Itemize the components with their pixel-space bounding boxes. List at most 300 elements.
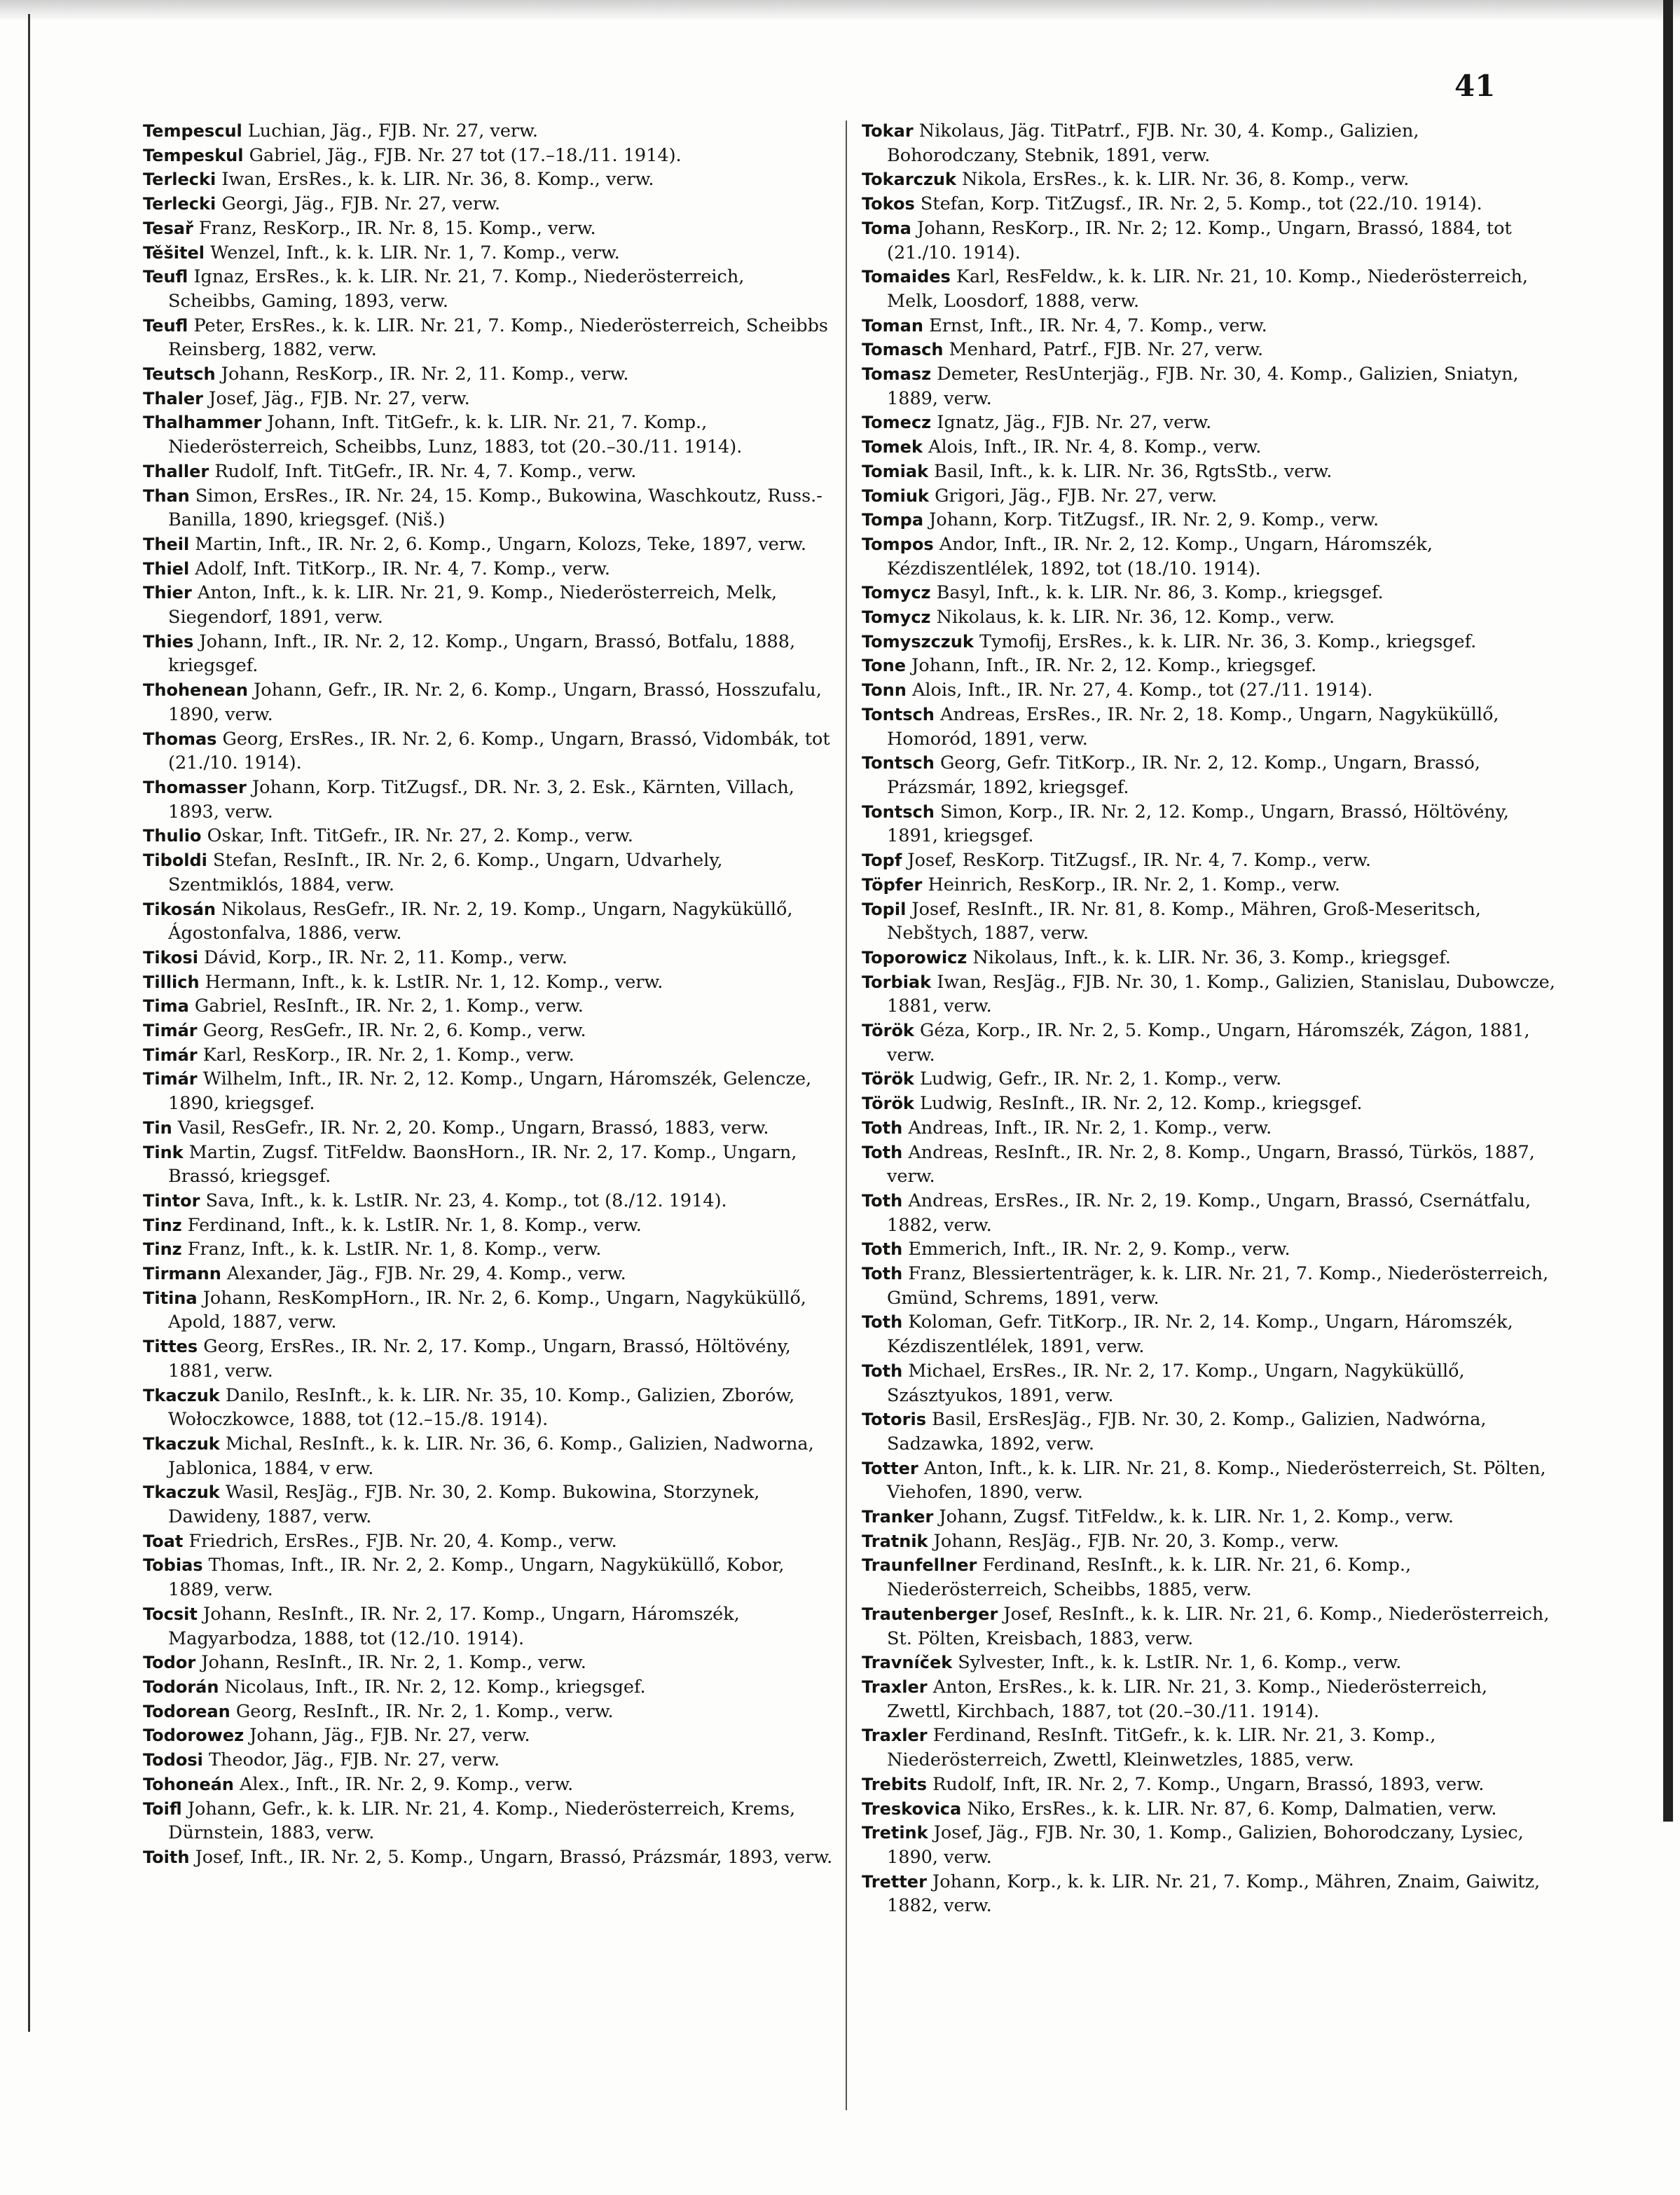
entry-surname: Tontsch (862, 753, 935, 773)
entry-details: Martin, Zugsf. TitFeldw. BaonsHorn., IR. Nr. 2, 17. Komp., Ungarn, Brassó, kriegsgef. (168, 1141, 797, 1188)
entry-surname: Tikosi (143, 947, 198, 968)
entry-details: Ferdinand, ResInft. TitGefr., k. k. LIR. Nr. 21, 3. Komp., Niederösterreich, Zwettl, Kleinwetzles, 1885, verw. (887, 1725, 1436, 1771)
entry-details: Ferdinand, ResInft., k. k. LIR. Nr. 21, 6. Komp., Niederösterreich, Scheibbs, 1885, verw. (887, 1555, 1412, 1601)
entry-details: Anton, Inft., k. k. LIR. Nr. 21, 9. Komp., Niederösterreich, Melk, Siegendorf, 1891, verw. (168, 582, 778, 628)
register-entry (143, 1286, 836, 1335)
register-entry (862, 654, 1555, 678)
register-entry (143, 484, 836, 532)
register-entry (143, 1213, 836, 1238)
entry-surname: Teutsch (143, 364, 216, 385)
entry-surname: Tikosán (143, 899, 216, 919)
entry-surname: Tinz (143, 1215, 182, 1235)
entry-details: Michael, ErsRes., IR. Nr. 2, 17. Komp., Ungarn, Nagyküküllő, Szásztyukos, 1891, verw. (887, 1360, 1465, 1406)
entry-details: Nikola, ErsRes., k. k. LIR. Nr. 36, 8. Komp., verw. (962, 169, 1410, 191)
entry-details: Andreas, ResInft., IR. Nr. 2, 8. Komp., Ungarn, Brassó, Türkös, 1887, verw. (887, 1141, 1535, 1188)
entry-details: Martin, Inft., IR. Nr. 2, 6. Komp., Ungarn, Kolozs, Teke, 1897, verw. (195, 533, 806, 555)
entry-surname: Tomyszczuk (862, 631, 974, 652)
entry-surname: Toma (862, 218, 911, 238)
entry-details: Iwan, ErsRes., k. k. LIR. Nr. 36, 8. Komp., verw. (221, 169, 654, 191)
entry-details: Simon, ErsRes., IR. Nr. 24, 15. Komp., Bukowina, Waschkoutz, Russ.-Banilla, 1890, kriegsgef. (Niš.) (168, 485, 822, 531)
entry-details: Peter, ErsRes., k. k. LIR. Nr. 21, 7. Komp., Niederösterreich, Scheibbs Reinsberg, 1882, verw. (168, 315, 829, 361)
register-entry (143, 727, 836, 776)
entry-details: Johann, ResInft., IR. Nr. 2, 17. Komp., Ungarn, Háromszék, Magyarbodza, 1888, tot (12./10. 1914). (168, 1603, 740, 1649)
entry-details: Andreas, Inft., IR. Nr. 2, 1. Komp., verw. (908, 1117, 1272, 1138)
entry-details: Emmerich, Inft., IR. Nr. 2, 9. Komp., verw. (908, 1239, 1290, 1260)
register-entry (862, 192, 1555, 216)
entry-surname: Than (143, 486, 190, 506)
entry-surname: Tillich (143, 972, 200, 992)
register-entry (143, 1384, 836, 1432)
register-entry (862, 751, 1555, 799)
register-entry (862, 1067, 1555, 1092)
entry-surname: Török (862, 1094, 914, 1114)
entry-surname: Thomasser (143, 777, 247, 797)
entry-details: Andreas, ErsRes., IR. Nr. 2, 19. Komp., Ungarn, Brassó, Csernátfalu, 1882, verw. (887, 1190, 1531, 1236)
register-entry (143, 1335, 836, 1383)
entry-details: Nikolaus, Jäg. TitPatrf., FJB. Nr. 30, 4. Komp., Galizien, Bohorodczany, Stebnik, 1891, verw. (887, 121, 1419, 166)
scan-right-edge (1663, 0, 1673, 1822)
entry-surname: Thaler (143, 388, 203, 408)
register-entry (862, 411, 1555, 435)
entry-details: Ignatz, Jäg., FJB. Nr. 27, verw. (937, 412, 1212, 434)
entry-surname: Timár (143, 1045, 198, 1065)
entry-details: Alexander, Jäg., FJB. Nr. 29, 4. Komp., verw. (226, 1263, 626, 1285)
entry-surname: Tomiuk (862, 486, 929, 506)
entry-details: Wasil, ResJäg., FJB. Nr. 30, 2. Komp. Bukowina, Storzynek, Dawideny, 1887, verw. (168, 1482, 760, 1528)
entry-surname: Tomycz (862, 583, 931, 603)
entry-surname: Tompa (862, 510, 924, 530)
entry-surname: Traxler (862, 1677, 928, 1697)
entry-details: Georg, ResGefr., IR. Nr. 2, 6. Komp., verw. (202, 1020, 586, 1042)
register-entry (143, 119, 836, 144)
register-entry (143, 776, 836, 824)
register-entry (862, 1189, 1555, 1237)
entry-surname: Tiboldi (143, 851, 207, 871)
entry-details: Josef, ResInft., k. k. LIR. Nr. 21, 6. Komp., Niederösterreich, St. Pölten, Kreisbach, 1883, verw. (887, 1603, 1550, 1649)
entry-surname: Tomycz (862, 607, 931, 628)
register-entry (862, 362, 1555, 411)
entry-surname: Titina (143, 1288, 198, 1308)
register-entry (862, 605, 1555, 630)
entry-surname: Thiel (143, 558, 190, 579)
entry-details: Sylvester, Inft., k. k. LstIR. Nr. 1, 6. Komp., verw. (958, 1652, 1402, 1674)
entry-details: Georgi, Jäg., FJB. Nr. 27, verw. (221, 193, 501, 215)
register-entry (862, 970, 1555, 1019)
entry-details: Oskar, Inft. TitGefr., IR. Nr. 27, 2. Komp., verw. (207, 825, 633, 847)
entry-surname: Tokar (862, 121, 914, 141)
register-entry (143, 1529, 836, 1554)
register-entry (862, 1116, 1555, 1141)
entry-surname: Toat (143, 1531, 184, 1551)
entry-details: Johann, ResKorp., IR. Nr. 2, 11. Komp., verw. (221, 364, 629, 385)
entry-details: Andreas, ErsRes., IR. Nr. 2, 18. Komp., Ungarn, Nagyküküllő, Homoród, 1891, verw. (887, 703, 1499, 750)
entry-details: Wilhelm, Inft., IR. Nr. 2, 12. Komp., Ungarn, Háromszék, Gelencze, 1890, kriegsgef. (168, 1068, 812, 1115)
register-entry (143, 411, 836, 459)
register-entry (862, 167, 1555, 192)
entry-surname: Todorowez (143, 1726, 245, 1746)
entry-details: Johann, Jäg., FJB. Nr. 27, verw. (249, 1725, 530, 1747)
entry-surname: Tesař (143, 218, 193, 238)
register-entry (862, 1408, 1555, 1456)
scan-top-shadow (0, 0, 1680, 21)
register-entry (143, 1602, 836, 1651)
register-entry (862, 946, 1555, 970)
entry-surname: Tomecz (862, 413, 932, 433)
register-entry (862, 1019, 1555, 1067)
entry-surname: Travníček (862, 1653, 953, 1673)
entry-surname: Todor (143, 1653, 196, 1673)
entry-details: Wenzel, Inft., k. k. LIR. Nr. 1, 7. Komp., verw. (210, 242, 620, 263)
entry-surname: Török (862, 1021, 914, 1041)
entry-surname: Tin (143, 1117, 172, 1138)
entry-details: Dávid, Korp., IR. Nr. 2, 11. Komp., verw. (204, 947, 567, 968)
register-entry (143, 1189, 836, 1213)
register-entry (862, 1773, 1555, 1797)
entry-surname: Torbiak (862, 972, 932, 992)
entry-details: Georg, ErsRes., IR. Nr. 2, 6. Komp., Ungarn, Brassó, Vidombák, tot (21./10. 1914). (168, 728, 830, 774)
register-entry (862, 1262, 1555, 1310)
entry-surname: Timár (143, 1069, 198, 1089)
entry-details: Johann, Zugsf. TitFeldw., k. k. LIR. Nr. 1, 2. Komp., verw. (939, 1506, 1454, 1528)
entry-surname: Těšitel (143, 242, 205, 263)
entry-surname: Tranker (862, 1507, 934, 1527)
register-entry (862, 484, 1555, 509)
entry-surname: Teufl (143, 315, 188, 336)
entry-details: Géza, Korp., IR. Nr. 2, 5. Komp., Ungarn, Háromszék, Zágon, 1881, verw. (887, 1020, 1530, 1066)
register-entry (862, 1310, 1555, 1358)
register-entry (143, 532, 836, 557)
column-left (143, 119, 836, 1870)
entry-details: Tymofij, ErsRes., k. k. LIR. Nr. 36, 3. Komp., kriegsgef. (979, 631, 1477, 652)
entry-details: Johann, Korp., k. k. LIR. Nr. 21, 7. Komp., Mähren, Znaim, Gaiwitz, 1882, verw. (887, 1871, 1541, 1917)
register-entry (862, 630, 1555, 654)
entry-details: Anton, Inft., k. k. LIR. Nr. 21, 8. Komp., Niederösterreich, St. Pölten, Viehofen, 1890, verw. (887, 1457, 1546, 1504)
register-entry (862, 1141, 1555, 1189)
entry-surname: Traxler (862, 1726, 928, 1746)
entry-surname: Thalhammer (143, 413, 262, 433)
register-entry (862, 1092, 1555, 1116)
entry-surname: Tretter (862, 1871, 927, 1892)
entry-surname: Treskovica (862, 1798, 962, 1819)
entry-details: Nikolaus, k. k. LIR. Nr. 36, 12. Komp., verw. (936, 607, 1335, 628)
entry-details: Adolf, Inft. TitKorp., IR. Nr. 4, 7. Komp., verw. (195, 558, 611, 579)
register-entry (143, 1723, 836, 1748)
register-entry (143, 1116, 836, 1141)
register-entry (862, 1602, 1555, 1651)
register-entry (143, 314, 836, 362)
entry-surname: Tontsch (862, 801, 935, 822)
entry-details: Grigori, Jäg., FJB. Nr. 27, verw. (935, 485, 1218, 507)
entry-surname: Tomek (862, 437, 923, 457)
entry-details: Ludwig, Gefr., IR. Nr. 2, 1. Komp., verw. (920, 1068, 1282, 1090)
entry-details: Karl, ResKorp., IR. Nr. 2, 1. Komp., verw. (202, 1044, 574, 1066)
entry-details: Heinrich, ResKorp., IR. Nr. 2, 1. Komp., verw. (928, 874, 1340, 895)
entry-surname: Tempescul (143, 121, 242, 141)
entry-surname: Tratnik (862, 1531, 928, 1551)
entry-surname: Toth (862, 1117, 903, 1138)
entry-details: Alois, Inft., IR. Nr. 4, 8. Komp., verw. (928, 436, 1262, 458)
register-entry (143, 1019, 836, 1043)
entry-details: Simon, Korp., IR. Nr. 2, 12. Komp., Ungarn, Brassó, Höltövény, 1891, kriegsgef. (887, 801, 1509, 847)
entry-surname: Toth (862, 1361, 903, 1381)
entry-surname: Tirmann (143, 1264, 221, 1284)
register-entry (143, 1432, 836, 1480)
register-entry (143, 1845, 836, 1870)
register-entry (143, 192, 836, 216)
entry-details: Josef, Jäg., FJB. Nr. 30, 1. Komp., Galizien, Bohorodczany, Lysiec, 1890, verw. (887, 1822, 1524, 1868)
register-entry (143, 630, 836, 678)
entry-surname: Tima (143, 996, 189, 1017)
entry-details: Karl, ResFeldw., k. k. LIR. Nr. 21, 10. Komp., Niederösterreich, Melk, Loosdorf, 1888, verw. (887, 266, 1529, 312)
entry-details: Theodor, Jäg., FJB. Nr. 27, verw. (208, 1749, 500, 1771)
entry-surname: Tomasz (862, 364, 932, 385)
register-entry (143, 848, 836, 897)
register-entry (862, 1359, 1555, 1408)
entry-surname: Toth (862, 1312, 903, 1333)
entry-details: Thomas, Inft., IR. Nr. 2, 2. Komp., Ungarn, Nagyküküllő, Kobor, 1889, verw. (168, 1555, 785, 1601)
register-entry (143, 1237, 836, 1262)
entry-details: Luchian, Jäg., FJB. Nr. 27, verw. (247, 121, 539, 142)
entry-surname: Tintor (143, 1190, 200, 1211)
register-entry (862, 1553, 1555, 1602)
page-number: 41 (1454, 69, 1496, 103)
entry-details: Vasil, ResGefr., IR. Nr. 2, 20. Komp., Ungarn, Brassó, 1883, verw. (177, 1117, 769, 1138)
entry-details: Gabriel, ResInft., IR. Nr. 2, 1. Komp., verw. (194, 996, 584, 1017)
register-entry (862, 581, 1555, 605)
entry-details: Friedrich, ErsRes., FJB. Nr. 20, 4. Komp., verw. (188, 1530, 617, 1552)
entry-surname: Toporowicz (862, 947, 968, 968)
entry-surname: Thohenean (143, 680, 248, 701)
entry-details: Basil, Inft., k. k. LIR. Nr. 36, RgtsStb., verw. (934, 460, 1333, 482)
entry-surname: Traunfellner (862, 1555, 977, 1576)
register-entry (143, 1773, 836, 1797)
entry-surname: Trautenberger (862, 1604, 998, 1624)
entry-details: Ernst, Inft., IR. Nr. 4, 7. Komp., verw. (929, 315, 1267, 336)
entry-surname: Tokarczuk (862, 170, 956, 190)
register-entry (862, 897, 1555, 946)
entry-surname: Török (862, 1069, 914, 1089)
register-entry (143, 678, 836, 727)
register-entry (862, 216, 1555, 265)
register-entry (862, 1505, 1555, 1529)
register-entry (143, 216, 836, 241)
register-entry (143, 1675, 836, 1700)
entry-surname: Toifl (143, 1798, 182, 1819)
register-entry (143, 970, 836, 995)
entry-details: Josef, ResKorp. TitZugsf., IR. Nr. 4, 7. Komp., verw. (907, 850, 1371, 872)
entry-details: Rudolf, Inft, IR. Nr. 2, 7. Komp., Ungarn, Brassó, 1893, verw. (932, 1773, 1485, 1795)
entry-surname: Todorán (143, 1677, 219, 1697)
entry-surname: Tempeskul (143, 145, 244, 165)
entry-surname: Tobias (143, 1555, 203, 1576)
entry-surname: Todorean (143, 1701, 230, 1721)
entry-surname: Tohoneán (143, 1774, 234, 1794)
entry-details: Gabriel, Jäg., FJB. Nr. 27 tot (17.–18./11. 1914). (249, 144, 682, 166)
register-entry (143, 557, 836, 582)
entry-details: Johann, Inft. TitGefr., k. k. LIR. Nr. 21, 7. Komp., Niederösterreich, Scheibbs, Lunz, 1883, tot (20.–30./11. 1914). (168, 412, 743, 458)
entry-details: Johann, ResInft., IR. Nr. 2, 1. Komp., verw. (201, 1652, 586, 1674)
register-entry (862, 1529, 1555, 1554)
entry-details: Ferdinand, Inft., k. k. LstIR. Nr. 1, 8. Komp., verw. (187, 1214, 642, 1236)
register-entry (862, 678, 1555, 703)
register-entry (143, 167, 836, 192)
entry-surname: Toth (862, 1142, 903, 1162)
entry-details: Michal, ResInft., k. k. LIR. Nr. 36, 6. Komp., Galizien, Nadworna, Jablonica, 1884, v erw. (168, 1433, 814, 1479)
entry-surname: Thier (143, 583, 192, 603)
register-entry (862, 119, 1555, 167)
register-entry (143, 1480, 836, 1529)
entry-surname: Toth (862, 1190, 903, 1211)
entry-details: Basil, ErsResJäg., FJB. Nr. 30, 2. Komp., Galizien, Nadwórna, Sadzawka, 1892, verw. (887, 1409, 1487, 1454)
entry-surname: Tkaczuk (143, 1433, 220, 1454)
register-entry (143, 1797, 836, 1845)
entry-details: Hermann, Inft., k. k. LstIR. Nr. 1, 12. Komp., verw. (205, 971, 663, 993)
register-entry (862, 1723, 1555, 1772)
entry-details: Franz, Blessiertenträger, k. k. LIR. Nr. 21, 7. Komp., Niederösterreich, Gmünd, Schrems, 1891, verw. (887, 1263, 1549, 1309)
entry-details: Anton, ErsRes., k. k. LIR. Nr. 21, 3. Komp., Niederösterreich, Zwettl, Kirchbach, 1887, tot (20.–30./11. 1914). (887, 1677, 1488, 1722)
entry-details: Johann, ResKompHorn., IR. Nr. 2, 6. Komp., Ungarn, Nagyküküllő, Apold, 1887, verw. (168, 1287, 806, 1333)
entry-surname: Tinz (143, 1239, 182, 1260)
register-entry (143, 824, 836, 848)
register-entry (862, 1237, 1555, 1262)
entry-surname: Tink (143, 1142, 184, 1162)
register-entry (862, 873, 1555, 897)
entry-details: Josef, ResInft., IR. Nr. 81, 8. Komp., Mähren, Groß-Meseritsch, Nebštych, 1887, verw. (887, 898, 1481, 944)
entry-surname: Timár (143, 1021, 198, 1041)
entry-surname: Toman (862, 315, 923, 336)
entry-details: Ignaz, ErsRes., k. k. LIR. Nr. 21, 7. Komp., Niederösterreich, Scheibbs, Gaming, 1893, verw. (168, 266, 745, 312)
register-entry (862, 314, 1555, 338)
entry-surname: Terlecki (143, 170, 216, 190)
entry-details: Niko, ErsRes., k. k. LIR. Nr. 87, 6. Komp, Dalmatien, verw. (967, 1798, 1497, 1819)
entry-surname: Thulio (143, 826, 202, 846)
entry-details: Sava, Inft., k. k. LstIR. Nr. 23, 4. Komp., tot (8./12. 1914). (205, 1190, 727, 1211)
entry-details: Danilo, ResInft., k. k. LIR. Nr. 35, 10. Komp., Galizien, Zborów, Wołoczkowce, 1888, tot (12.–15./8. 1914). (168, 1384, 795, 1431)
entry-surname: Tomiak (862, 461, 929, 481)
register-entry (143, 362, 836, 387)
register-entry (143, 1043, 836, 1068)
register-entry (143, 1651, 836, 1675)
entry-surname: Toth (862, 1264, 903, 1284)
entry-surname: Tocsit (143, 1604, 198, 1624)
entry-surname: Thies (143, 631, 194, 652)
register-entry (143, 241, 836, 266)
entry-details: Nikolaus, Inft., k. k. LIR. Nr. 36, 3. Komp., kriegsgef. (972, 947, 1451, 968)
register-entry (862, 460, 1555, 484)
entry-details: Johann, Inft., IR. Nr. 2, 12. Komp., Ungarn, Brassó, Botfalu, 1888, kriegsgef. (168, 631, 796, 677)
entry-details: Johann, Gefr., IR. Nr. 2, 6. Komp., Ungarn, Brassó, Hosszufalu, 1890, verw. (168, 680, 822, 725)
entry-details: Iwan, ResJäg., FJB. Nr. 30, 1. Komp., Galizien, Stanislau, Dubowcze, 1881, verw. (887, 971, 1555, 1017)
register-entry (143, 1262, 836, 1286)
register-entry (862, 848, 1555, 873)
register-entry (862, 1675, 1555, 1723)
entry-details: Georg, ResInft., IR. Nr. 2, 1. Komp., verw. (235, 1700, 614, 1722)
entry-details: Johann, ResJäg., FJB. Nr. 20, 3. Komp., verw. (933, 1530, 1340, 1552)
register-entry (143, 144, 836, 168)
entry-details: Josef, Jäg., FJB. Nr. 27, verw. (209, 387, 470, 409)
entry-surname: Tomaides (862, 267, 951, 287)
entry-surname: Todosi (143, 1750, 203, 1770)
entry-details: Stefan, Korp. TitZugsf., IR. Nr. 2, 5. Komp., tot (22./10. 1914). (920, 193, 1482, 215)
column-right (862, 119, 1555, 1918)
register-entry (143, 1141, 836, 1189)
register-entry (862, 1457, 1555, 1505)
entry-surname: Tokos (862, 194, 915, 214)
entry-surname: Terlecki (143, 194, 216, 214)
entry-details: Franz, Inft., k. k. LstIR. Nr. 1, 8. Komp., verw. (187, 1239, 602, 1260)
entry-surname: Toith (143, 1847, 190, 1867)
entry-details: Johann, Korp. TitZugsf., DR. Nr. 3, 2. Esk., Kärnten, Villach, 1893, verw. (168, 776, 794, 823)
entry-details: Menhard, Patrf., FJB. Nr. 27, verw. (949, 339, 1264, 361)
entry-surname: Thaller (143, 461, 209, 481)
entry-surname: Theil (143, 534, 190, 554)
entry-surname: Toth (862, 1239, 903, 1260)
entry-surname: Totter (862, 1458, 918, 1478)
entry-details: Johann, ResKorp., IR. Nr. 2; 12. Komp., Ungarn, Brassó, 1884, tot (21./10. 1914). (887, 217, 1512, 263)
entry-details: Alex., Inft., IR. Nr. 2, 9. Komp., verw. (240, 1773, 574, 1795)
entry-details: Georg, Gefr. TitKorp., IR. Nr. 2, 12. Komp., Ungarn, Brassó, Prázsmár, 1892, kriegsgef. (887, 752, 1480, 798)
column-divider (846, 121, 847, 2110)
entry-details: Nikolaus, ResGefr., IR. Nr. 2, 19. Komp., Ungarn, Nagyküküllő, Ágostonfalva, 1886, verw. (168, 898, 793, 944)
register-entry (143, 1700, 836, 1724)
entry-details: Johann, Gefr., k. k. LIR. Nr. 21, 4. Komp., Niederösterreich, Krems, Dürnstein, 1883, verw. (168, 1798, 796, 1844)
entry-details: Koloman, Gefr. TitKorp., IR. Nr. 2, 14. Komp., Ungarn, Háromszék, Kézdiszentlélek, 1891, verw. (887, 1312, 1513, 1358)
register-entry (143, 946, 836, 970)
register-entry (143, 1748, 836, 1773)
register-entry (143, 581, 836, 629)
entry-surname: Tomasch (862, 340, 944, 360)
entry-surname: Teufl (143, 267, 188, 287)
entry-surname: Tonn (862, 680, 907, 701)
register-entry (862, 1797, 1555, 1822)
entry-surname: Tittes (143, 1337, 198, 1357)
entry-details: Andor, Inft., IR. Nr. 2, 12. Komp., Ungarn, Háromszék, Kézdiszentlélek, 1892, tot (18./10. 1914). (887, 533, 1433, 579)
entry-details: Rudolf, Inft. TitGefr., IR. Nr. 4, 7. Komp., verw. (214, 460, 637, 482)
entry-surname: Trebits (862, 1774, 928, 1794)
entry-surname: Tkaczuk (143, 1482, 220, 1503)
entry-details: Johann, Korp. TitZugsf., IR. Nr. 2, 9. Komp., verw. (929, 509, 1379, 531)
entry-surname: Topf (862, 851, 902, 871)
entry-details: Ludwig, ResInft., IR. Nr. 2, 12. Komp., kriegsgef. (920, 1093, 1363, 1115)
register-entry (862, 532, 1555, 581)
register-entry (143, 1067, 836, 1115)
entry-surname: Thomas (143, 729, 217, 749)
register-entry (862, 1870, 1555, 1918)
entry-surname: Tone (862, 656, 907, 676)
register-entry (143, 460, 836, 484)
entry-details: Josef, Inft., IR. Nr. 2, 5. Komp., Ungarn, Brassó, Prázsmár, 1893, verw. (195, 1846, 833, 1868)
register-entry (862, 435, 1555, 460)
register-entry (143, 897, 836, 946)
register-entry (862, 800, 1555, 848)
entry-details: Alois, Inft., IR. Nr. 27, 4. Komp., tot (27./11. 1914). (911, 680, 1373, 701)
register-entry (862, 508, 1555, 532)
entry-surname: Tompos (862, 534, 934, 554)
entry-details: Nicolaus, Inft., IR. Nr. 2, 12. Komp., kriegsgef. (224, 1677, 646, 1698)
entry-surname: Tkaczuk (143, 1385, 220, 1405)
register-entry (862, 703, 1555, 751)
register-entry (862, 1821, 1555, 1869)
entry-details: Johann, Inft., IR. Nr. 2, 12. Komp., kriegsgef. (911, 655, 1317, 677)
entry-surname: Topil (862, 899, 907, 919)
entry-details: Demeter, ResUnterjäg., FJB. Nr. 30, 4. Komp., Galizien, Sniatyn, 1889, verw. (887, 364, 1519, 409)
entry-details: Stefan, ResInft., IR. Nr. 2, 6. Komp., Ungarn, Udvarhely, Szentmiklós, 1884, verw. (168, 850, 723, 895)
entry-details: Franz, ResKorp., IR. Nr. 8, 15. Komp., verw. (198, 217, 596, 239)
entry-details: Basyl, Inft., k. k. LIR. Nr. 86, 3. Komp., kriegsgef. (936, 582, 1384, 604)
register-entry (862, 1651, 1555, 1675)
entry-surname: Tretink (862, 1823, 928, 1843)
entry-surname: Tontsch (862, 704, 935, 724)
